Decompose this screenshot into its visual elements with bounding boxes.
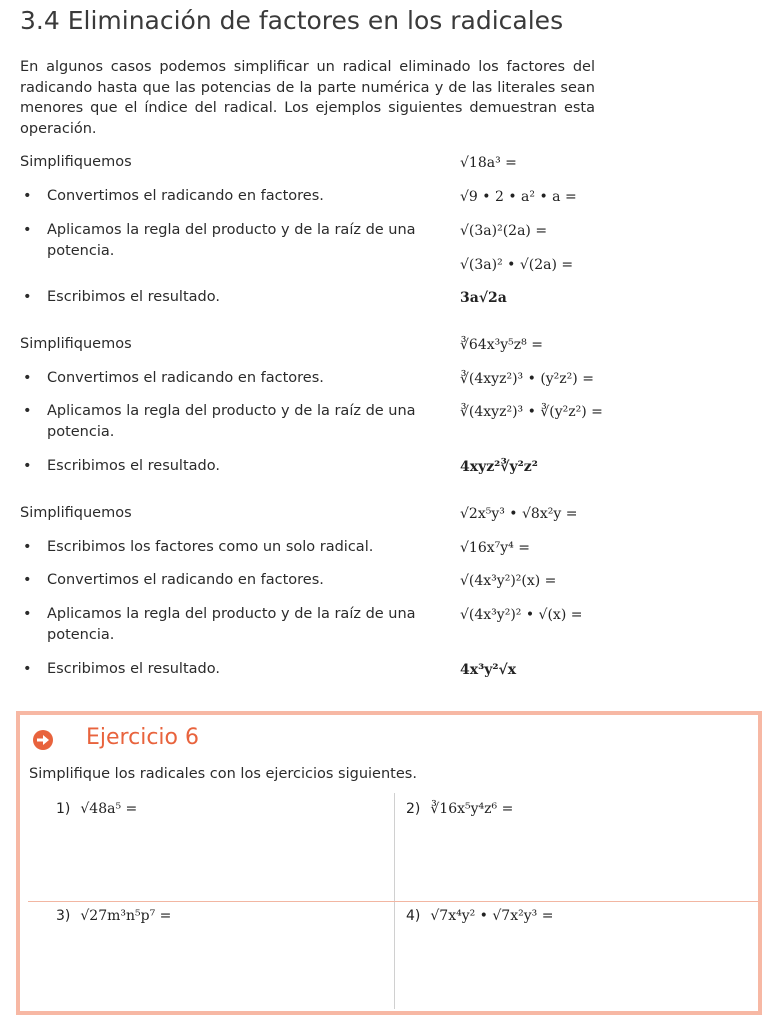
example2-step1-row	[20, 368, 760, 392]
example1-step2-math-b: √(3a)² • √(2a) =	[460, 257, 574, 273]
example3-step3-text: Aplicamos la regla del producto y de la raíz de una potencia.	[47, 606, 416, 643]
problem-number: 1)	[56, 801, 71, 817]
example2-result: 4xyz²∛y²z²	[460, 459, 538, 475]
example2-step2-math: ∛(4xyz²)³ • ∛(y²z²) =	[460, 404, 603, 420]
example3-step3-math: √(4x³y²)² • √(x) =	[460, 607, 583, 623]
problem-1	[56, 801, 137, 817]
problem-number: 4)	[406, 908, 421, 924]
problem-expression: √27m³n⁵p⁷ =	[80, 908, 172, 924]
example2-step1-text: Convertimos el radicando en factores.	[47, 370, 324, 386]
example3-heading: Simplifiquemos	[20, 505, 132, 521]
problem-expression: ∛16x⁵y⁴z⁶ =	[430, 801, 514, 817]
example1-heading: Simplifiquemos	[20, 154, 132, 170]
example3-step2-row	[20, 570, 760, 594]
problem-number: 2)	[406, 801, 421, 817]
example2-step3-text: Escribimos el resultado.	[47, 458, 220, 474]
grid-divider-horizontal	[28, 901, 758, 902]
example3-step2-text: Convertimos el radicando en factores.	[47, 572, 324, 588]
example3-result: 4x³y²√x	[460, 662, 517, 678]
example1-step2-math-a: √(3a)²(2a) =	[460, 223, 548, 239]
section-title: 3.4 Eliminación de factores en los radicales	[20, 6, 564, 35]
exercise-title: Ejercicio 6	[86, 725, 199, 750]
example1-step2-row	[20, 220, 760, 273]
example1-step3-row	[20, 287, 760, 311]
example3-step4-row	[20, 659, 760, 683]
problem-3	[56, 908, 171, 924]
example3-step1-text: Escribimos los factores como un solo radical.	[47, 539, 374, 555]
example2-heading: Simplifiquemos	[20, 336, 132, 352]
problem-expression: √48a⁵ =	[80, 801, 138, 817]
example2-step2-row	[20, 401, 760, 445]
example1-result: 3a√2a	[460, 290, 507, 306]
example3-start-row	[20, 503, 760, 527]
example2-step2-text: Aplicamos la regla del producto y de la raíz de una potencia.	[47, 403, 416, 440]
intro-paragraph: En algunos casos podemos simplificar un radical eliminado los factores del radicando hasta que las potencias de la parte numérica y de las literales sean menores que el índice del radical. Los ejemplos siguientes demuestran esta operación.	[20, 59, 595, 137]
bullet-icon: •	[23, 661, 32, 677]
example1-start-row	[20, 152, 760, 176]
bullet-icon: •	[23, 403, 32, 419]
example3-step1-math: √16x⁷y⁴ =	[460, 540, 530, 556]
bullet-icon: •	[23, 572, 32, 588]
problem-expression: √7x⁴y² • √7x²y³ =	[430, 908, 554, 924]
exercise-instructions: Simplifique los radicales con los ejercicios siguientes.	[29, 766, 417, 782]
example2-start-row	[20, 334, 760, 358]
bullet-icon: •	[23, 606, 32, 622]
problem-4	[406, 908, 553, 924]
example3-step1-row	[20, 537, 760, 561]
bullet-icon: •	[23, 539, 32, 555]
bullet-icon: •	[23, 289, 32, 305]
bullet-icon: •	[23, 370, 32, 386]
example2-step1-math: ∛(4xyz²)³ • (y²z²) =	[460, 371, 594, 387]
example3-step4-text: Escribimos el resultado.	[47, 661, 220, 677]
example2-step3-row	[20, 456, 760, 480]
example3-step3-row	[20, 604, 760, 648]
example1-start-math: √18a³ =	[460, 155, 517, 171]
example1-step1-row	[20, 186, 760, 210]
example3-start-math: √2x⁵y³ • √8x²y =	[460, 506, 578, 522]
bullet-icon: •	[23, 458, 32, 474]
problem-2	[406, 801, 513, 817]
bullet-icon: •	[23, 188, 32, 204]
problem-number: 3)	[56, 908, 71, 924]
example1-step2-text: Aplicamos la regla del producto y de la raíz de una potencia.	[47, 222, 416, 259]
bullet-icon: •	[23, 222, 32, 238]
example3-step2-math: √(4x³y²)²(x) =	[460, 573, 557, 589]
exercise-box	[16, 711, 762, 1015]
example1-step1-text: Convertimos el radicando en factores.	[47, 188, 324, 204]
arrow-circle-icon	[32, 729, 54, 751]
example1-step1-math: √9 • 2 • a² • a =	[460, 189, 577, 205]
example1-step3-text: Escribimos el resultado.	[47, 289, 220, 305]
example2-start-math: ∛64x³y⁵z⁸ =	[460, 337, 543, 353]
